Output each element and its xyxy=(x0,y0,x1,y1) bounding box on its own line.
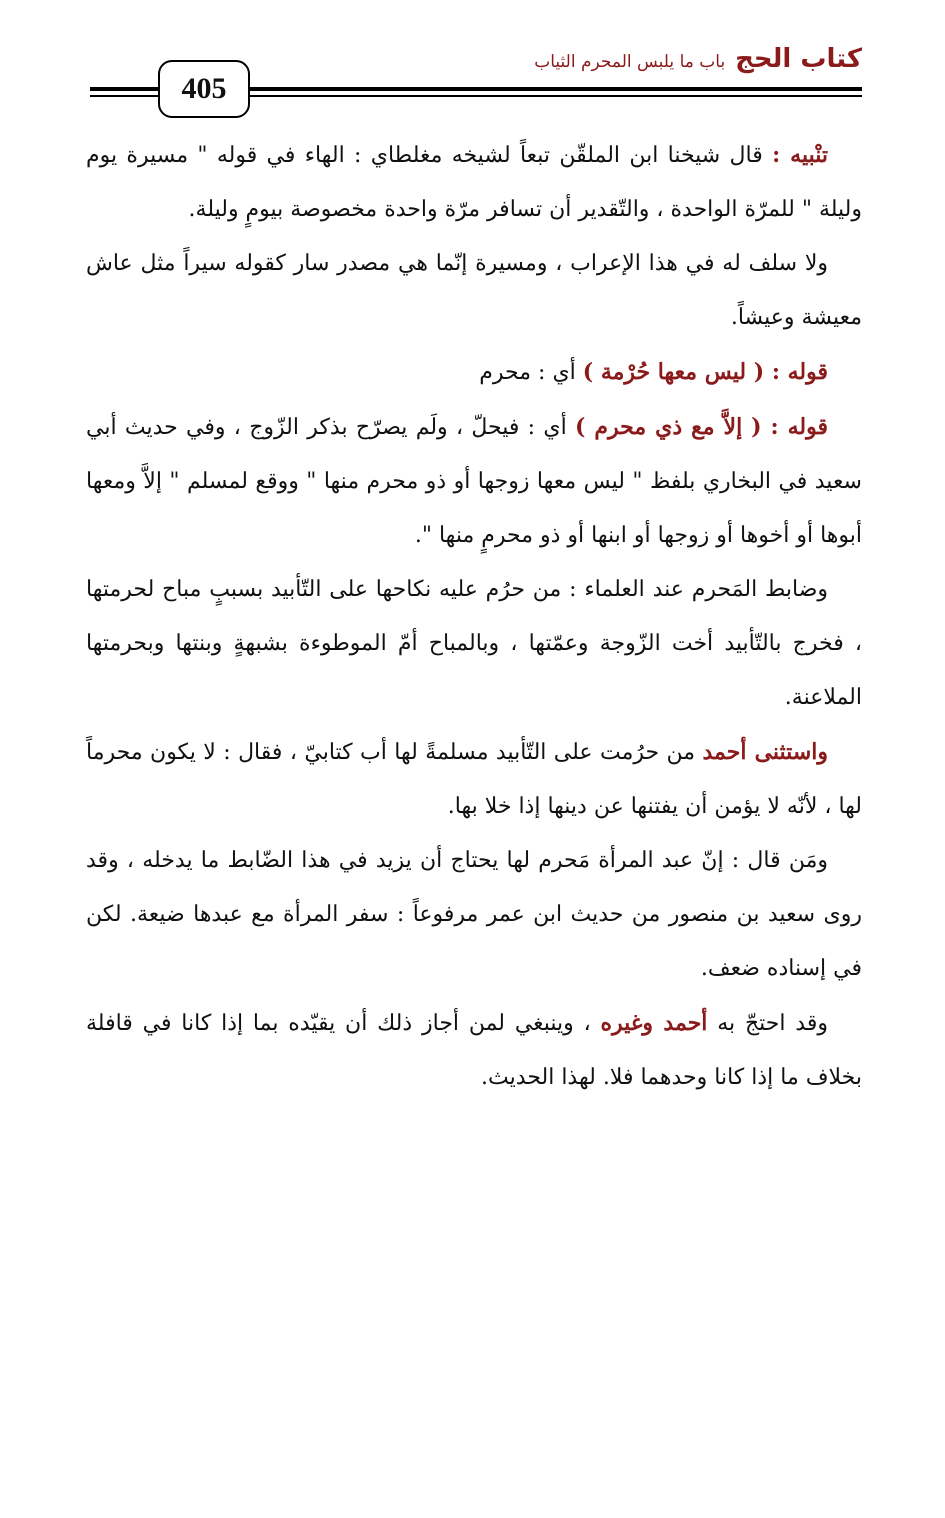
paragraph-definition xyxy=(86,563,862,725)
paragraph-text: أي : محرم xyxy=(479,360,583,385)
paragraph-dhi-mahram xyxy=(86,400,862,563)
quote-heading: قوله : ( ليس معها حُرْمة ) xyxy=(582,359,828,385)
paragraph-tanbih xyxy=(86,128,862,237)
paragraph-text: وضابط المَحرم عند العلماء : من حرُم عليه نكاحها على التّأبيد بسببٍ مباح لحرمتها ، فخرج بالتّأبيد أخت الزّوجة وعمّتها ، وبالمباح أمّ الموطوءة بشبهةٍ وبنتها وبحرمتها الملاعنة. xyxy=(86,577,862,710)
paragraph-text: ولا سلف له في هذا الإعراب ، ومسيرة إنّما هي مصدر سار كقوله سيراً مثل عاش معيشة وعيشاً. xyxy=(86,251,862,330)
book-title: كتاب الحج xyxy=(735,44,862,74)
paragraph-text: قال شيخنا ابن الملقّن تبعاً لشيخه مغلطاي : الهاء في قوله " مسيرة يوم وليلة " للمرّة الواحدة ، والتّقدير أن تسافر مرّة واحدة مخصوصة بيومٍ وليلة. xyxy=(86,143,862,222)
paragraph-text: وقد احتجّ به xyxy=(707,1011,828,1036)
paragraph-text: ومَن قال : إنّ عبد المرأة مَحرم لها يحتاج أن يزيد في هذا الضّابط ما يدخله ، وقد روى سعيد بن منصور من حديث ابن عمر مرفوعاً : سفر المرأة مع عبدها ضيعة. لكن في إسناده ضعف. xyxy=(86,848,862,981)
paragraph-conclusion xyxy=(86,996,862,1105)
paragraph-text: أي : فيحلّ ، ولَم يصرّح بذكر الزّوج ، وفي حديث أبي سعيد في البخاري بلفظ " ليس معها زوجها أو ذو محرم منها " ووقع لمسلم " إلاَّ ومعها أبوها أو أخوها أو زوجها أو ابنها أو ذو محرمٍ منها ". xyxy=(86,415,862,548)
quote-heading: قوله : ( إلاَّ مع ذي محرم ) xyxy=(575,414,828,440)
body-text xyxy=(86,128,862,1105)
scholar-name: أحمد وغيره xyxy=(600,1010,708,1036)
scholar-name: واستثنى أحمد xyxy=(702,739,828,765)
paragraph-hurma xyxy=(86,345,862,400)
paragraph-text: ، وينبغي لمن أجاز ذلك أن يقيّده بما إذا كانا في قافلة بخلاف ما إذا كانا وحدهما فلا. لهذا الحديث. xyxy=(86,1011,862,1090)
paragraph-ahmad-exception xyxy=(86,725,862,834)
chapter-title: باب ما يلبس المحرم الثياب xyxy=(534,52,726,72)
tanbih-label: تنْبيه : xyxy=(772,142,828,168)
paragraph-no-precedent xyxy=(86,237,862,345)
paragraph-text: من حرُمت على التّأبيد مسلمةً لها أب كتابيّ ، فقال : لا يكون محرماً لها ، لأنّه لا يؤمن أن يفتنها عن دينها إذا خلا بها. xyxy=(86,740,862,819)
header-title xyxy=(534,44,862,74)
paragraph-slave xyxy=(86,834,862,996)
page-header xyxy=(90,40,862,120)
page-number: 405 xyxy=(158,60,250,118)
